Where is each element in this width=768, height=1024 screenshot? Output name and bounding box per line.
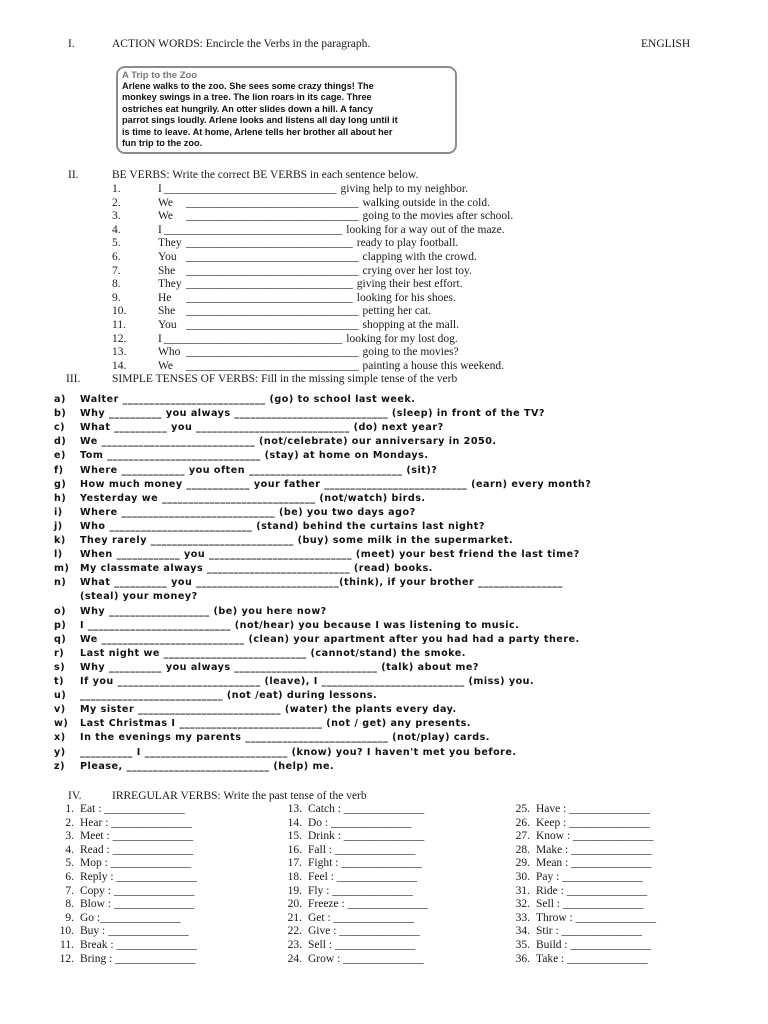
irregular-verb-row bbox=[280, 912, 414, 925]
irregular-verb-text: Fall : ______________ bbox=[308, 843, 416, 856]
irregular-verb-number: 1. bbox=[65, 803, 74, 815]
be-verb-row bbox=[0, 183, 768, 196]
irregular-verb-number: 25. bbox=[515, 803, 530, 815]
irregular-verb-text: Sell : ______________ bbox=[536, 898, 644, 911]
simple-tense-text: We ___________________________ (clean) your apartment after you had had a party there. bbox=[80, 633, 580, 645]
simple-tense-text: In the evenings my parents ___________________________ (not/play) cards. bbox=[80, 732, 490, 744]
be-verb-row bbox=[0, 197, 768, 210]
be-item-subject: We bbox=[158, 210, 174, 223]
irregular-verb-number: 36. bbox=[515, 952, 530, 965]
be-item-blank: _______________________________ bbox=[164, 223, 343, 236]
simple-tense-text: Please, ___________________________ (help) me. bbox=[80, 760, 335, 772]
be-verb-row bbox=[0, 360, 768, 373]
be-item-blank: ______________________________ bbox=[186, 251, 359, 263]
irregular-verb-text: Eat : ______________ bbox=[80, 803, 185, 815]
irregular-verb-row bbox=[52, 857, 191, 870]
simple-tense-text: Where ____________ you often _____________________________ (sit)? bbox=[80, 464, 438, 476]
be-item-subject: They bbox=[158, 278, 182, 291]
simple-tense-letter: w) bbox=[54, 718, 69, 730]
irregular-verb-text: Ride : ______________ bbox=[536, 884, 648, 897]
irregular-verb-number: 18. bbox=[287, 871, 302, 883]
story-line: Arlene walks to the zoo. She sees some crazy things! The bbox=[122, 81, 374, 91]
irregular-verb-row bbox=[508, 885, 647, 898]
simple-tense-letter: i) bbox=[54, 506, 63, 518]
irregular-verb-text: Meet : ______________ bbox=[80, 830, 194, 843]
irregular-verb-row bbox=[508, 817, 650, 830]
be-item-subject: You bbox=[158, 251, 177, 263]
irregular-verb-row bbox=[52, 871, 197, 884]
irregular-verb-row bbox=[52, 830, 193, 843]
be-item-rest: clapping with the crowd. bbox=[362, 251, 477, 263]
be-item-number: 12. bbox=[112, 332, 127, 345]
irregular-verb-number: 29. bbox=[515, 857, 530, 870]
be-verb-row bbox=[0, 292, 768, 305]
be-item-rest: ready to play football. bbox=[356, 237, 459, 250]
irregular-verb-number: 26. bbox=[515, 816, 530, 829]
irregular-verb-number: 14. bbox=[287, 816, 302, 829]
irregular-verb-row bbox=[280, 885, 413, 898]
irregular-verb-row bbox=[508, 871, 643, 884]
irregular-verb-row bbox=[280, 871, 417, 884]
section-2-title: BE VERBS: Write the correct BE VERBS in each sentence below. bbox=[112, 169, 419, 181]
irregular-verb-text: Read : ______________ bbox=[80, 843, 194, 856]
section-1-roman: I. bbox=[68, 38, 75, 50]
irregular-verb-row bbox=[280, 939, 415, 952]
irregular-verb-text: Fight : ______________ bbox=[308, 857, 422, 870]
be-item-subject: She bbox=[158, 305, 176, 318]
irregular-verb-number: 9. bbox=[65, 911, 74, 924]
simple-tense-letter: b) bbox=[54, 408, 67, 420]
section-3-header bbox=[0, 373, 768, 387]
section-3-roman: III. bbox=[66, 373, 81, 385]
be-item-number: 5. bbox=[112, 237, 121, 250]
simple-tense-text: ___________________________ (not /eat) during lessons. bbox=[80, 690, 378, 702]
be-item-number: 9. bbox=[112, 291, 121, 304]
irregular-verb-number: 21. bbox=[287, 911, 302, 924]
irregular-verb-text: Go :______________ bbox=[80, 911, 181, 924]
section-1-title: ACTION WORDS: Encircle the Verbs in the paragraph. bbox=[112, 38, 371, 50]
be-item-rest: looking for a way out of the maze. bbox=[346, 223, 505, 236]
be-item-blank: _______________________________ bbox=[164, 332, 343, 345]
irregular-verb-number: 13. bbox=[287, 803, 302, 815]
be-item-rest: painting a house this weekend. bbox=[362, 359, 504, 372]
section-2-roman: II. bbox=[68, 169, 79, 181]
be-item-number: 13. bbox=[112, 346, 127, 359]
irregular-verb-text: Build : ______________ bbox=[536, 939, 652, 951]
irregular-verb-text: Break : ______________ bbox=[80, 939, 197, 951]
simple-tense-text: Why ___________________ (be) you here now? bbox=[80, 605, 327, 617]
irregular-verb-text: Reply : ______________ bbox=[80, 871, 197, 883]
simple-tense-text: My sister ___________________________ (water) the plants every day. bbox=[80, 704, 457, 716]
be-item-blank: ______________________________ bbox=[186, 196, 359, 209]
simple-tense-text: Last night we ___________________________ (cannot/stand) the smoke. bbox=[80, 647, 466, 659]
be-item-blank: ______________________________ bbox=[186, 264, 359, 277]
simple-tense-letter: r) bbox=[54, 647, 65, 659]
be-item-blank: _____________________________ bbox=[186, 237, 353, 250]
be-item-rest: giving their best effort. bbox=[356, 278, 463, 291]
irregular-verb-row bbox=[280, 817, 412, 830]
be-item-number: 4. bbox=[112, 223, 121, 236]
irregular-verb-text: Do : ______________ bbox=[308, 816, 412, 829]
story-body bbox=[122, 81, 451, 149]
be-item-subject: Who bbox=[158, 346, 181, 359]
be-item-number: 1. bbox=[112, 183, 121, 195]
simple-tense-text: Who ___________________________ (stand) behind the curtains last night? bbox=[80, 520, 485, 532]
story-box bbox=[116, 66, 457, 154]
be-verb-row bbox=[0, 305, 768, 318]
simple-tense-text: We _____________________________ (not/celebrate) our anniversary in 2050. bbox=[80, 436, 497, 448]
irregular-verb-text: Keep : ______________ bbox=[536, 816, 650, 829]
be-item-rest: looking for his shoes. bbox=[356, 291, 456, 304]
be-item-blank: ______________________________ bbox=[186, 305, 359, 318]
be-item-number: 14. bbox=[112, 359, 127, 372]
irregular-verb-number: 16. bbox=[287, 843, 302, 856]
be-item-number: 7. bbox=[112, 264, 121, 277]
simple-tense-letter: n) bbox=[54, 577, 67, 589]
irregular-verb-number: 30. bbox=[515, 871, 530, 883]
simple-tense-text: They rarely ___________________________ (buy) some milk in the supermarket. bbox=[80, 535, 514, 546]
irregular-verb-number: 34. bbox=[515, 925, 530, 938]
irregular-verb-row bbox=[508, 830, 654, 843]
irregular-verb-number: 5. bbox=[65, 857, 74, 870]
be-item-subject: They bbox=[158, 237, 182, 250]
irregular-verb-row bbox=[508, 912, 656, 925]
be-item-subject: She bbox=[158, 264, 176, 277]
section-2-header bbox=[0, 169, 768, 183]
simple-tense-letter: e) bbox=[54, 450, 66, 462]
be-verb-row bbox=[0, 278, 768, 291]
simple-tense-letter: a) bbox=[54, 394, 66, 405]
irregular-verb-text: Grow : ______________ bbox=[308, 952, 424, 965]
simple-tense-text: Why __________ you always _____________________________ (sleep) in front of the TV? bbox=[80, 408, 545, 420]
irregular-verb-text: Catch : ______________ bbox=[308, 803, 425, 815]
irregular-verb-number: 12. bbox=[59, 952, 74, 965]
irregular-verb-row bbox=[52, 939, 197, 952]
be-item-number: 3. bbox=[112, 210, 121, 223]
be-item-blank: ______________________________ bbox=[164, 183, 337, 195]
irregular-verb-number: 8. bbox=[65, 898, 74, 911]
be-item-rest: walking outside in the cold. bbox=[362, 196, 490, 209]
irregular-verb-number: 28. bbox=[515, 843, 530, 856]
simple-tense-text: (steal) your money? bbox=[80, 591, 198, 603]
be-item-rest: shopping at the mall. bbox=[362, 319, 459, 331]
simple-tense-letter: t) bbox=[54, 676, 64, 687]
irregular-verb-row bbox=[280, 830, 424, 843]
irregular-verb-text: Bring : ______________ bbox=[80, 952, 196, 965]
irregular-verb-number: 4. bbox=[65, 843, 74, 856]
section-4-roman: IV. bbox=[68, 790, 82, 802]
simple-tense-text: Tom _____________________________ (stay) at home on Mondays. bbox=[80, 450, 429, 462]
simple-tense-text: Yesterday we _____________________________ (not/watch) birds. bbox=[80, 492, 426, 504]
story-line: fun trip to the zoo. bbox=[122, 138, 203, 149]
simple-tense-letter: g) bbox=[54, 478, 67, 490]
irregular-verb-text: Feel : ______________ bbox=[308, 871, 418, 883]
irregular-verb-row bbox=[52, 844, 193, 857]
irregular-verb-number: 7. bbox=[65, 884, 74, 897]
irregular-verb-number: 10. bbox=[59, 925, 74, 938]
irregular-verb-row bbox=[508, 953, 648, 966]
irregular-verb-number: 11. bbox=[60, 939, 74, 951]
be-item-blank: ______________________________ bbox=[186, 346, 359, 359]
irregular-verb-number: 3. bbox=[65, 830, 74, 843]
be-item-rest: going to the movies? bbox=[362, 346, 459, 359]
simple-tense-text: I ___________________________ (not/hear) you because I was listening to music. bbox=[80, 619, 520, 631]
irregular-verb-text: Mean : ______________ bbox=[536, 857, 652, 870]
irregular-verb-row bbox=[508, 939, 651, 952]
be-item-number: 2. bbox=[112, 196, 121, 209]
be-item-rest: giving help to my neighbor. bbox=[340, 183, 468, 195]
irregular-verb-number: 27. bbox=[515, 830, 530, 843]
simple-tense-letter: h) bbox=[54, 492, 67, 504]
simple-tense-text: Last Christmas I ___________________________ (not / get) any presents. bbox=[80, 718, 471, 730]
be-item-subject: I bbox=[158, 332, 162, 345]
irregular-verb-row bbox=[508, 925, 642, 938]
irregular-verb-row bbox=[280, 857, 422, 870]
irregular-verb-row bbox=[508, 898, 643, 911]
irregular-verb-row bbox=[508, 857, 652, 870]
simple-tense-text: What __________ you _____________________________ (do) next year? bbox=[80, 422, 444, 434]
be-item-subject: You bbox=[158, 319, 177, 331]
simple-tense-letter: c) bbox=[54, 422, 66, 434]
irregular-verb-number: 23. bbox=[287, 939, 302, 951]
irregular-verb-number: 33. bbox=[515, 911, 530, 924]
simple-tense-letter: k) bbox=[54, 535, 66, 546]
irregular-verb-row bbox=[508, 803, 650, 816]
irregular-verb-number: 19. bbox=[287, 884, 302, 897]
story-line: monkey swings in a tree. The lion roars in its cage. Three bbox=[122, 92, 372, 103]
irregular-verb-number: 31. bbox=[515, 884, 530, 897]
irregular-verb-text: Blow : ______________ bbox=[80, 898, 195, 911]
irregular-verb-text: Have : ______________ bbox=[536, 803, 650, 815]
be-item-subject: We bbox=[158, 359, 174, 372]
simple-tense-text: My classmate always ___________________________ (read) books. bbox=[80, 563, 433, 575]
be-verb-row bbox=[0, 346, 768, 359]
be-item-rest: going to the movies after school. bbox=[362, 210, 514, 223]
irregular-verb-row bbox=[280, 898, 428, 911]
simple-tense-letter: f) bbox=[54, 464, 64, 476]
be-verb-row bbox=[0, 224, 768, 237]
irregular-verb-row bbox=[280, 844, 415, 857]
irregular-verb-text: Fly : ______________ bbox=[308, 884, 413, 897]
subject-label: ENGLISH bbox=[641, 38, 691, 50]
simple-tense-letter: m) bbox=[54, 563, 70, 575]
be-verb-row bbox=[0, 237, 768, 250]
irregular-verb-text: Copy : ______________ bbox=[80, 884, 195, 897]
simple-tense-letter: u) bbox=[54, 690, 67, 702]
irregular-verb-number: 2. bbox=[65, 816, 74, 829]
section-1-header bbox=[0, 38, 768, 52]
irregular-verb-row bbox=[52, 885, 194, 898]
simple-tense-letter: x) bbox=[54, 732, 66, 744]
irregular-verb-text: Stir : ______________ bbox=[536, 925, 643, 938]
be-item-blank: ______________________________ bbox=[186, 210, 359, 223]
simple-tense-text: __________ I ___________________________ (know) you? I haven't met you before. bbox=[80, 746, 517, 758]
section-4-header bbox=[0, 790, 768, 804]
be-verb-row bbox=[0, 333, 768, 346]
irregular-verb-text: Hear : ______________ bbox=[80, 816, 192, 829]
irregular-verb-text: Pay : ______________ bbox=[536, 871, 643, 883]
irregular-verb-text: Know : ______________ bbox=[536, 830, 654, 843]
story-line: ostriches eat hungrily. An otter slides down a hill. A fancy bbox=[122, 103, 373, 114]
simple-tense-text: Where _____________________________ (be) you two days ago? bbox=[80, 506, 416, 518]
simple-tense-text: When ____________ you ___________________________ (meet) your best friend the last time? bbox=[80, 549, 580, 561]
story-line: is time to leave. At home, Arlene tells her brother all about her bbox=[122, 126, 393, 137]
irregular-verb-text: Get : ______________ bbox=[308, 911, 415, 924]
irregular-verb-number: 35. bbox=[515, 939, 530, 951]
simple-tense-letter: p) bbox=[54, 619, 67, 631]
irregular-verb-text: Drink : ______________ bbox=[308, 830, 425, 843]
irregular-verb-text: Give : ______________ bbox=[308, 925, 420, 938]
be-item-subject: We bbox=[158, 196, 174, 209]
irregular-verb-number: 6. bbox=[65, 871, 74, 883]
be-item-subject: I bbox=[158, 223, 162, 236]
be-verb-row bbox=[0, 251, 768, 264]
be-item-subject: I bbox=[158, 183, 162, 195]
simple-tense-letter: l) bbox=[54, 549, 63, 561]
be-item-blank: _____________________________ bbox=[186, 291, 353, 304]
be-verb-row bbox=[0, 319, 768, 332]
be-item-blank: ______________________________ bbox=[186, 359, 359, 372]
irregular-verb-text: Throw : ______________ bbox=[536, 911, 657, 924]
irregular-verb-row bbox=[280, 925, 420, 938]
simple-tense-text: What __________ you ___________________________(think), if your brother ________________ bbox=[80, 577, 563, 589]
irregular-verb-text: Take : ______________ bbox=[536, 952, 648, 965]
irregular-verb-number: 17. bbox=[287, 857, 302, 870]
be-item-number: 6. bbox=[112, 251, 121, 263]
irregular-verb-number: 20. bbox=[287, 898, 302, 911]
irregular-verb-number: 15. bbox=[287, 830, 302, 843]
be-verb-row bbox=[0, 265, 768, 278]
simple-tense-letter: z) bbox=[54, 760, 65, 772]
irregular-verb-number: 24. bbox=[287, 952, 302, 965]
story-title: A Trip to the Zoo bbox=[122, 70, 198, 81]
be-item-rest: looking for my lost dog. bbox=[346, 332, 458, 345]
be-item-blank: ______________________________ bbox=[186, 319, 359, 331]
irregular-verb-row bbox=[280, 953, 424, 966]
simple-tense-text: How much money ____________ your father ___________________________ (earn) every month? bbox=[80, 478, 592, 490]
simple-tense-letter: v) bbox=[54, 704, 66, 716]
be-item-rest: crying over her lost toy. bbox=[362, 264, 472, 277]
simple-tense-letter: s) bbox=[54, 661, 66, 673]
be-item-number: 8. bbox=[112, 278, 121, 291]
irregular-verb-text: Buy : ______________ bbox=[80, 925, 189, 938]
be-verb-row bbox=[0, 210, 768, 223]
be-item-number: 10. bbox=[112, 305, 127, 318]
be-item-rest: petting her cat. bbox=[362, 305, 432, 318]
irregular-verb-row bbox=[52, 925, 189, 938]
irregular-verb-text: Freeze : ______________ bbox=[308, 898, 429, 911]
irregular-verb-row bbox=[52, 953, 196, 966]
simple-tense-letter: d) bbox=[54, 436, 67, 448]
be-item-blank: _____________________________ bbox=[186, 278, 353, 291]
simple-tense-text: Why __________ you always ___________________________ (talk) about me? bbox=[80, 661, 479, 673]
irregular-verb-text: Sell : ______________ bbox=[308, 939, 416, 951]
simple-tense-letter: q) bbox=[54, 633, 67, 645]
be-item-subject: He bbox=[158, 291, 172, 304]
irregular-verb-row bbox=[280, 803, 424, 816]
be-item-number: 11. bbox=[112, 319, 126, 331]
simple-tense-letter: j) bbox=[54, 520, 63, 532]
section-4-title: IRREGULAR VERBS: Write the past tense of the verb bbox=[112, 790, 367, 802]
simple-tense-text: If you ___________________________ (leave), I ___________________________ (miss) you. bbox=[80, 676, 535, 687]
irregular-verb-number: 32. bbox=[515, 898, 530, 911]
story-line: parrot sings loudly. Arlene looks and listens all day long until it bbox=[122, 115, 398, 126]
irregular-verb-row bbox=[52, 912, 181, 925]
irregular-verb-text: Mop : ______________ bbox=[80, 857, 192, 870]
section-3-title: SIMPLE TENSES OF VERBS: Fill in the missing simple tense of the verb bbox=[112, 373, 458, 385]
simple-tense-letter: y) bbox=[54, 746, 66, 758]
irregular-verb-text: Make : ______________ bbox=[536, 843, 652, 856]
irregular-verb-number: 22. bbox=[287, 925, 302, 938]
irregular-verb-row bbox=[52, 898, 194, 911]
irregular-verb-row bbox=[52, 817, 192, 830]
simple-tense-text: Walter ___________________________ (go) to school last week. bbox=[80, 394, 416, 405]
irregular-verb-row bbox=[508, 844, 652, 857]
irregular-verb-row bbox=[52, 803, 185, 816]
simple-tense-letter: o) bbox=[54, 605, 66, 617]
